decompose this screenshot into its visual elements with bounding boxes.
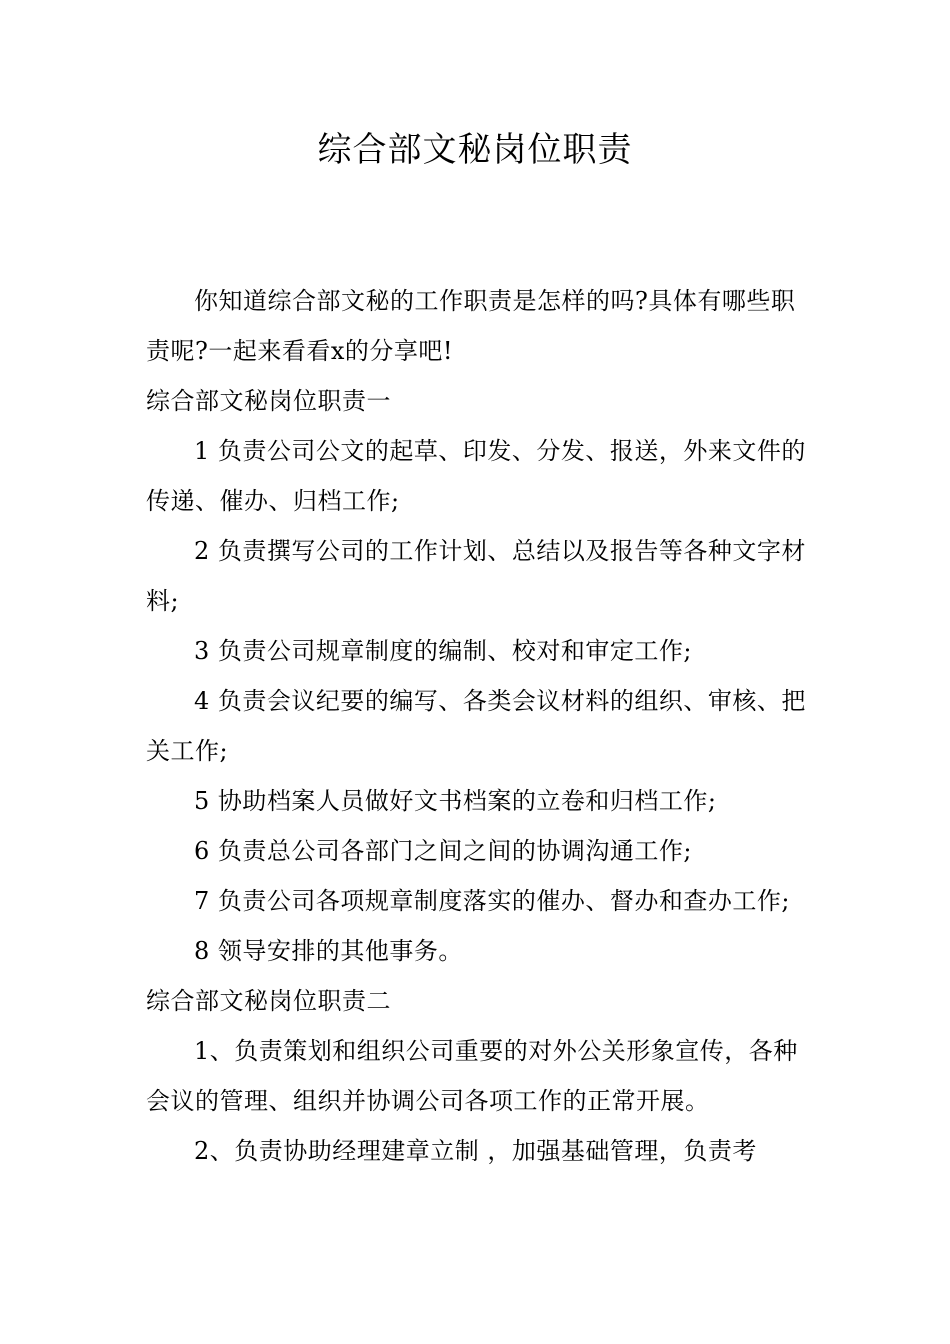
duty-item: 1 负责公司公文的起草、印发、分发、报送，外来文件的传递、催办、归档工作; — [146, 437, 806, 515]
duty-item: 7 负责公司各项规章制度落实的催办、督办和查办工作; — [194, 887, 790, 915]
intro-paragraph: 你知道综合部文秘的工作职责是怎样的吗?具体有哪些职责呢?一起来看看x的分享吧! — [146, 287, 796, 365]
duty-item: 2、负责协助经理建章立制 ，加强基础管理，负责考 — [194, 1137, 757, 1165]
section-heading-2: 综合部文秘岗位职责二 — [146, 987, 391, 1015]
duty-item: 4 负责会议纪要的编写、各类会议材料的组织、审核、把关工作; — [146, 687, 806, 765]
document-title: 综合部文秘岗位职责 — [317, 130, 633, 170]
duty-item: 2 负责撰写公司的工作计划、总结以及报告等各种文字材料; — [146, 537, 806, 615]
duty-item: 5 协助档案人员做好文书档案的立卷和归档工作; — [194, 787, 717, 815]
duty-item: 6 负责总公司各部门之间之间的协调沟通工作; — [194, 837, 692, 865]
duty-item: 8 领导安排的其他事务。 — [194, 937, 463, 965]
duty-item: 1、负责策划和组织公司重要的对外公关形象宣传，各种会议的管理、组织并协调公司各项工作的正常开展。 — [146, 1037, 798, 1115]
section-heading-1: 综合部文秘岗位职责一 — [146, 387, 391, 415]
document-body — [146, 276, 810, 1176]
duty-item: 3 负责公司规章制度的编制、校对和审定工作; — [194, 637, 692, 665]
